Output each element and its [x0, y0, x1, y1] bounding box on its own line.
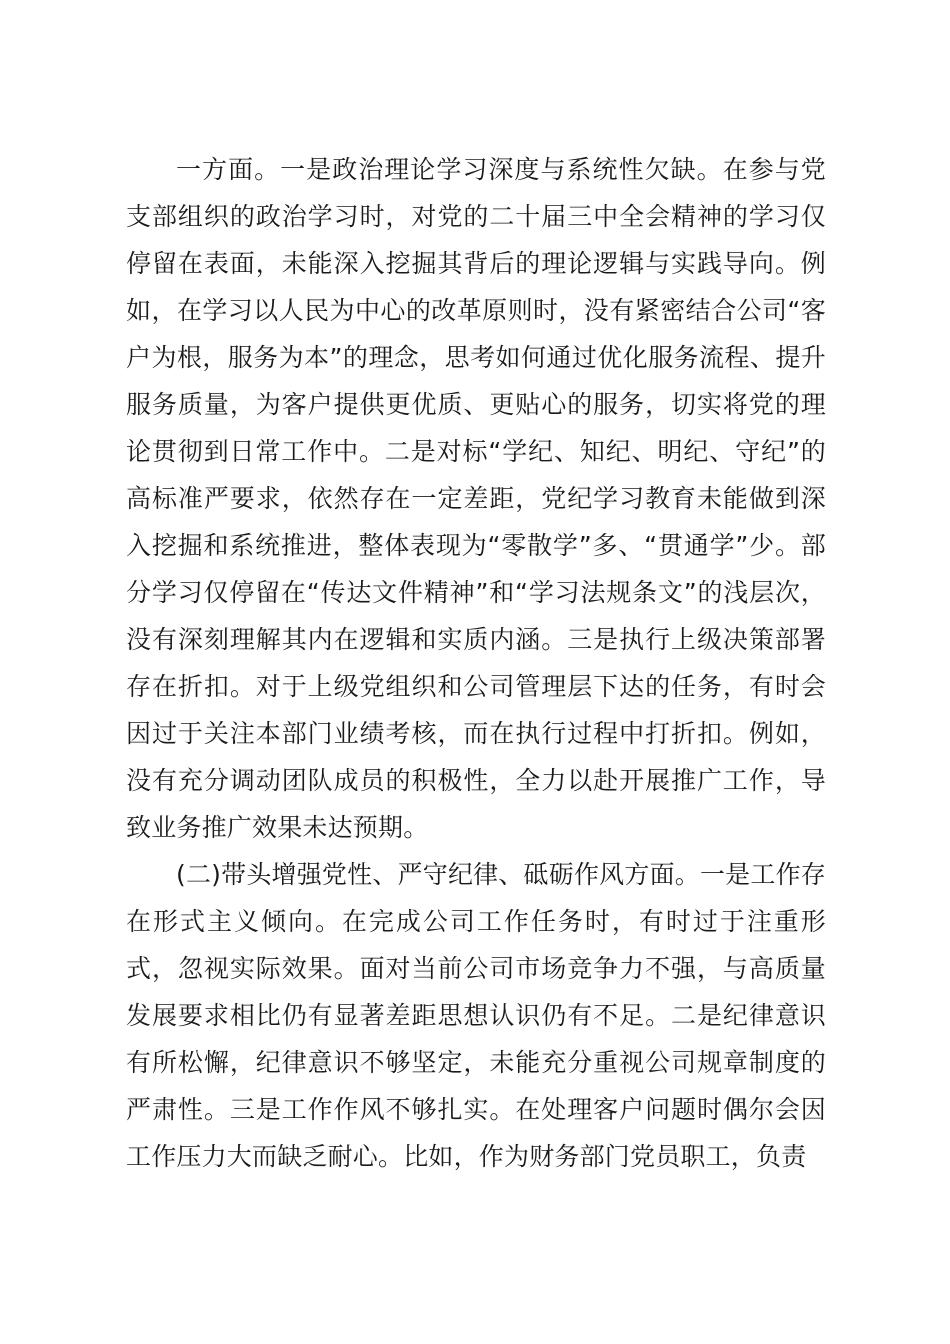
- paragraph-1: 一方面。一是政治理论学习深度与系统性欠缺。在参与党支部组织的政治学习时，对党的二十届三中全会精神的学习仅停留在表面，未能深入挖掘其背后的理论逻辑与实践导向。例如，在学习以人民为中心的改革原则时，没有紧密结合公司“客户为根，服务为本”的理念，思考如何通过优化服务流程、提升服务质量，为客户提供更优质、更贴心的服务，切实将党的理论贯彻到日常工作中。二是对标“学纪、知纪、明纪、守纪”的高标准严要求，依然存在一定差距，党纪学习教育未能做到深入挖掘和系统推进，整体表现为“零散学”多、“贯通学”少。部分学习仅停留在“传达文件精神”和“学习法规条文”的浅层次，没有深刻理解其内在逻辑和实质内涵。三是执行上级决策部署存在折扣。对于上级党组织和公司管理层下达的任务，有时会因过于关注本部门业绩考核，而在执行过程中打折扣。例如，没有充分调动团队成员的积极性，全力以赴开展推广工作，导致业务推广效果未达预期。: [126, 155, 826, 842]
- document-body: [126, 146, 826, 1180]
- paragraph-2: (二)带头增强党性、严守纪律、砥砺作风方面。一是工作存在形式主义倾向。在完成公司工作任务时，有时过于注重形式，忽视实际效果。面对当前公司市场竞争力不强，与高质量发展要求相比仍有显著差距思想认识仍有不足。二是纪律意识有所松懈，纪律意识不够坚定，未能充分重视公司规章制度的严肃性。三是工作作风不够扎实。在处理客户问题时偶尔会因工作压力大而缺乏耐心。比如，作为财务部门党员职工，负责: [126, 860, 826, 1171]
